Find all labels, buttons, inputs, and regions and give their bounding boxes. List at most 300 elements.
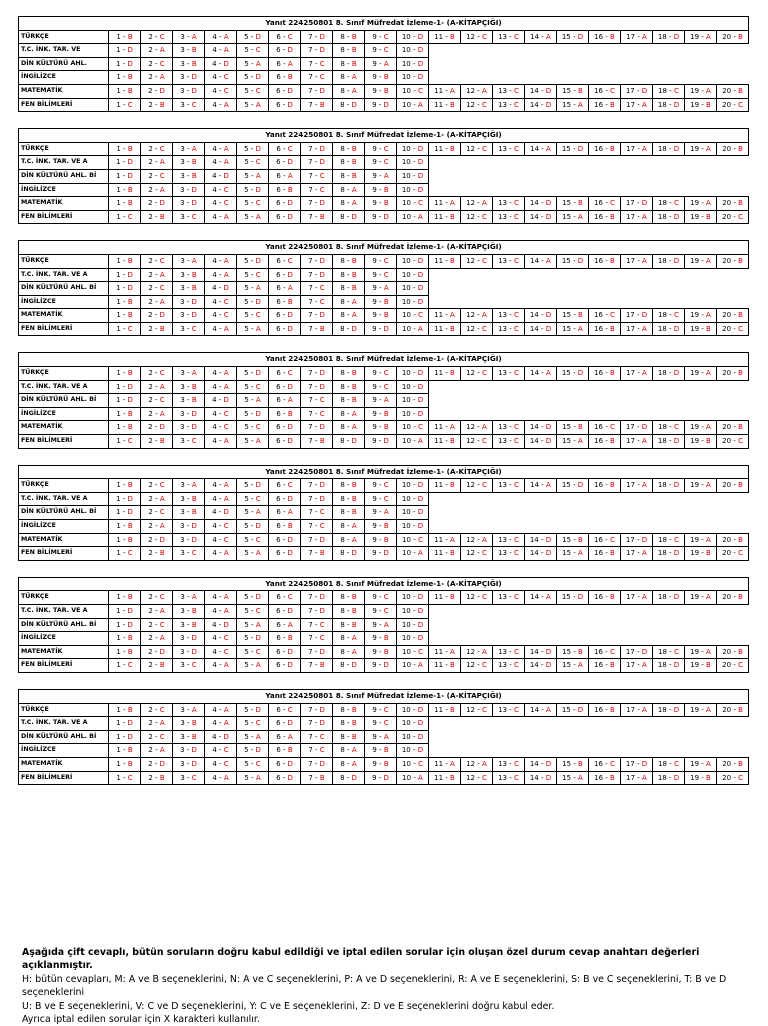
answer-letter: A: [578, 549, 583, 558]
answer-letter: A: [351, 746, 357, 755]
question-number: 1: [116, 620, 121, 629]
answer-letter: B: [610, 212, 615, 221]
answer-letter: D: [319, 759, 325, 768]
question-number: 9: [372, 73, 377, 82]
question-number: 11: [434, 423, 444, 432]
question-number: 10: [401, 481, 411, 490]
answer-letter: A: [255, 171, 261, 180]
question-number: 19: [690, 661, 700, 670]
question-number: 4: [212, 661, 217, 670]
answer-letter: B: [383, 311, 389, 320]
answer-letter: A: [159, 522, 165, 530]
answer-letter: C: [223, 311, 229, 320]
answer-cell: 9 - D: [365, 435, 397, 449]
question-number: 10: [401, 593, 411, 602]
empty-cell: [429, 156, 461, 170]
answer-cell: 19 - A: [685, 84, 717, 98]
answer-cell: 5 - C: [237, 84, 269, 98]
answer-cell: 17 - D: [621, 309, 653, 323]
subject-row: [19, 71, 749, 85]
answer-cell: 20 - C: [717, 435, 749, 449]
answer-letter: D: [287, 86, 293, 95]
empty-cell: [461, 380, 493, 394]
question-number: 1: [116, 634, 121, 643]
question-number: 7: [308, 158, 313, 167]
answer-cell: 11 - B: [429, 771, 461, 785]
answer-cell: 2 - B: [141, 98, 173, 112]
question-number: 8: [340, 409, 345, 418]
answer-cell: 4 - D: [205, 618, 237, 632]
answer-letter: A: [642, 661, 647, 670]
question-number: 15: [561, 256, 571, 265]
answer-cell: 10 - D: [397, 268, 429, 282]
answer-letter: C: [223, 634, 229, 643]
empty-cell: [461, 407, 493, 421]
subject-name: T.C. İNK. TAR. VE: [19, 44, 109, 58]
question-number: 12: [466, 369, 476, 378]
answer-letter: A: [223, 324, 229, 333]
empty-cell: [653, 156, 685, 170]
question-number: 19: [690, 535, 700, 544]
question-number: 19: [690, 481, 700, 490]
subject-row: [19, 309, 749, 323]
answer-cell: 8 - A: [333, 744, 365, 758]
answer-cell: 5 - D: [237, 71, 269, 85]
answer-cell: 17 - D: [621, 197, 653, 211]
answer-cell: 15 - A: [557, 98, 589, 112]
answer-cell: 9 - C: [365, 268, 397, 282]
question-number: 6: [276, 746, 281, 755]
question-number: 8: [340, 732, 345, 741]
answer-cell: 16 - B: [589, 703, 621, 717]
answer-cell: 18 - D: [653, 98, 685, 112]
answer-cell: 9 - C: [365, 717, 397, 731]
question-number: 7: [308, 369, 313, 378]
question-number: 10: [402, 324, 412, 333]
answer-cell: 6 - D: [269, 435, 301, 449]
question-number: 10: [401, 46, 411, 55]
answer-cell: 20 - C: [717, 659, 749, 673]
answer-cell: 5 - A: [237, 730, 269, 744]
answer-letter: D: [417, 297, 424, 306]
question-number: 7: [308, 732, 313, 741]
answer-cell: 7 - D: [301, 479, 333, 493]
answer-letter: D: [545, 199, 552, 208]
answer-letter: D: [417, 59, 424, 68]
answer-letter: B: [383, 535, 389, 544]
answer-cell: 6 - A: [269, 282, 301, 296]
answer-letter: B: [127, 256, 133, 265]
empty-cell: [525, 282, 557, 296]
subject-name: DİN KÜLTÜRÜ AHL. Bİ: [19, 394, 109, 408]
question-number: 1: [116, 46, 121, 55]
question-number: 14: [530, 256, 540, 265]
question-number: 9: [372, 59, 377, 68]
subject-row: [19, 98, 749, 112]
answer-cell: 8 - A: [333, 757, 365, 771]
answer-letter: D: [223, 59, 229, 68]
answer-cell: 4 - A: [205, 717, 237, 731]
answer-cell: 7 - C: [301, 407, 333, 421]
answer-cell: 15 - A: [557, 659, 589, 673]
answer-cell: 4 - C: [205, 421, 237, 435]
question-number: 3: [180, 593, 185, 602]
answer-cell: 7 - C: [301, 282, 333, 296]
question-number: 8: [340, 508, 345, 517]
subject-row: [19, 645, 749, 659]
answer-letter: B: [191, 270, 197, 279]
question-number: 5: [244, 199, 249, 208]
answer-cell: 3 - C: [173, 547, 205, 561]
answer-letter: A: [450, 423, 455, 432]
answer-letter: A: [223, 158, 229, 167]
answer-cell: 2 - D: [141, 533, 173, 547]
empty-cell: [653, 282, 685, 296]
answer-letter: D: [319, 144, 325, 153]
answer-letter: B: [287, 73, 293, 82]
question-number: 10: [402, 535, 412, 544]
answer-letter: A: [223, 256, 229, 265]
answer-letter: A: [578, 212, 583, 221]
question-number: 17: [625, 311, 635, 320]
answer-cell: 19 - A: [685, 367, 717, 381]
answer-letter: B: [287, 185, 293, 194]
answer-letter: B: [127, 144, 133, 153]
answer-cell: 12 - C: [461, 322, 493, 336]
question-number: 6: [276, 535, 281, 544]
question-number: 16: [594, 144, 604, 153]
answer-cell: 8 - B: [333, 604, 365, 618]
question-number: 4: [212, 396, 217, 405]
question-number: 12: [466, 481, 476, 490]
question-number: 9: [372, 732, 377, 741]
question-number: 2: [148, 256, 153, 265]
subject-name: İNGİLİZCE: [19, 71, 109, 85]
question-number: 6: [276, 158, 281, 167]
question-number: 5: [244, 212, 249, 221]
question-number: 19: [690, 705, 700, 714]
answer-cell: 9 - B: [365, 421, 397, 435]
empty-cell: [589, 380, 621, 394]
question-number: 7: [308, 634, 313, 643]
answer-letter: B: [450, 324, 455, 333]
question-number: 18: [657, 144, 667, 153]
subject-row: [19, 254, 749, 268]
question-number: 9: [372, 773, 377, 782]
question-number: 10: [402, 199, 412, 208]
answer-cell: 20 - B: [717, 591, 749, 605]
answer-cell: 18 - D: [653, 30, 685, 44]
empty-cell: [525, 744, 557, 758]
title-row: [19, 465, 749, 479]
empty-cell: [429, 492, 461, 506]
answer-letter: B: [319, 100, 325, 109]
answer-letter: A: [450, 86, 455, 95]
answer-cell: 5 - A: [237, 98, 269, 112]
answer-letter: A: [482, 759, 487, 768]
question-number: 6: [276, 324, 281, 333]
answer-cell: 9 - B: [365, 744, 397, 758]
question-number: 11: [434, 100, 444, 109]
question-number: 4: [212, 324, 217, 333]
question-number: 4: [212, 606, 217, 615]
answer-letter: A: [450, 535, 455, 544]
answer-letter: C: [223, 759, 229, 768]
answer-cell: 3 - B: [173, 604, 205, 618]
answer-cell: 7 - D: [301, 30, 333, 44]
answer-cell: 19 - A: [685, 197, 717, 211]
title-row: [19, 577, 749, 591]
answer-letter: D: [641, 647, 648, 656]
question-number: 5: [244, 256, 249, 265]
answer-cell: 1 - B: [109, 591, 141, 605]
answer-letter: C: [514, 535, 519, 544]
empty-cell: [429, 632, 461, 646]
answer-cell: 14 - D: [525, 659, 557, 673]
answer-cell: 3 - D: [173, 421, 205, 435]
empty-cell: [717, 380, 749, 394]
answer-letter: D: [577, 144, 584, 153]
answer-cell: 3 - B: [173, 156, 205, 170]
question-number: 6: [276, 423, 281, 432]
answer-letter: C: [319, 73, 325, 82]
subject-name: FEN BİLİMLERİ: [19, 659, 109, 673]
question-number: 1: [116, 199, 121, 208]
answer-letter: D: [255, 522, 261, 530]
answer-letter: C: [127, 324, 133, 333]
answer-cell: 12 - A: [461, 197, 493, 211]
empty-cell: [653, 57, 685, 71]
answer-key-table: [18, 240, 749, 336]
answer-cell: 4 - A: [205, 703, 237, 717]
answer-key-block: [18, 352, 748, 448]
answer-cell: 7 - B: [301, 771, 333, 785]
answer-cell: 8 - A: [333, 183, 365, 197]
question-number: 6: [276, 369, 281, 378]
answer-letter: C: [191, 661, 197, 670]
question-number: 8: [340, 606, 345, 615]
answer-letter: A: [191, 481, 197, 490]
answer-letter: C: [255, 606, 261, 615]
question-number: 7: [308, 297, 313, 306]
empty-cell: [589, 156, 621, 170]
answer-letter: C: [674, 423, 679, 432]
question-number: 14: [530, 481, 540, 490]
answer-letter: B: [738, 647, 743, 656]
answer-cell: 2 - B: [141, 322, 173, 336]
answer-letter: D: [641, 423, 648, 432]
answer-letter: D: [287, 759, 293, 768]
answer-cell: 19 - A: [685, 421, 717, 435]
question-number: 16: [594, 535, 604, 544]
answer-key-table: [18, 352, 749, 448]
answer-cell: 20 - B: [717, 254, 749, 268]
answer-letter: C: [287, 481, 293, 490]
answer-cell: 15 - B: [557, 197, 589, 211]
empty-cell: [493, 407, 525, 421]
empty-cell: [461, 744, 493, 758]
empty-cell: [621, 632, 653, 646]
answer-letter: D: [319, 32, 325, 41]
answer-letter: A: [482, 86, 487, 95]
answer-letter: C: [191, 324, 197, 333]
answer-letter: D: [287, 199, 293, 208]
empty-cell: [717, 506, 749, 520]
answer-letter: B: [191, 46, 197, 55]
empty-cell: [653, 44, 685, 58]
answer-cell: 5 - C: [237, 645, 269, 659]
answer-letter: C: [514, 369, 519, 378]
answer-cell: 11 - A: [429, 197, 461, 211]
question-number: 15: [562, 535, 572, 544]
answer-letter: D: [287, 158, 293, 167]
question-number: 19: [690, 437, 700, 446]
answer-letter: C: [383, 719, 389, 728]
answer-cell: 4 - A: [205, 367, 237, 381]
question-number: 7: [308, 759, 313, 768]
subject-row: [19, 57, 749, 71]
subject-name: İNGİLİZCE: [19, 520, 109, 534]
answer-cell: 12 - C: [461, 142, 493, 156]
empty-cell: [557, 183, 589, 197]
answer-cell: 9 - B: [365, 757, 397, 771]
answer-cell: 3 - A: [173, 254, 205, 268]
question-number: 19: [690, 199, 700, 208]
answer-letter: D: [673, 705, 680, 714]
subject-row: [19, 169, 749, 183]
answer-letter: D: [673, 212, 680, 221]
answer-letter: C: [191, 773, 197, 782]
answer-letter: A: [351, 759, 357, 768]
empty-cell: [621, 71, 653, 85]
answer-cell: 19 - A: [685, 757, 717, 771]
question-number: 18: [658, 199, 668, 208]
answer-letter: D: [127, 284, 133, 293]
answer-cell: 20 - B: [717, 421, 749, 435]
answer-cell: 20 - B: [717, 142, 749, 156]
answer-letter: C: [319, 171, 325, 180]
answer-letter: A: [351, 634, 357, 643]
empty-cell: [461, 57, 493, 71]
empty-cell: [589, 282, 621, 296]
answer-letter: C: [319, 522, 325, 530]
answer-letter: B: [450, 369, 455, 378]
answer-letter: A: [287, 620, 293, 629]
answer-letter: D: [127, 46, 133, 55]
subject-row: [19, 744, 749, 758]
question-number: 15: [562, 324, 572, 333]
question-number: 5: [244, 46, 249, 55]
answer-cell: 10 - C: [397, 645, 429, 659]
answer-letter: D: [319, 369, 325, 378]
question-number: 5: [244, 647, 249, 656]
question-number: 15: [561, 369, 571, 378]
question-number: 10: [401, 59, 411, 68]
answer-letter: D: [673, 549, 680, 558]
question-number: 12: [466, 311, 476, 320]
answer-letter: C: [319, 396, 325, 405]
question-number: 6: [276, 549, 281, 558]
empty-cell: [557, 268, 589, 282]
answer-letter: B: [319, 773, 325, 782]
question-number: 9: [372, 647, 377, 656]
answer-cell: 3 - B: [173, 394, 205, 408]
answer-cell: 6 - A: [269, 394, 301, 408]
question-number: 17: [626, 144, 636, 153]
question-number: 20: [722, 86, 732, 95]
question-number: 8: [340, 396, 345, 405]
answer-cell: 3 - B: [173, 57, 205, 71]
answer-letter: B: [159, 100, 165, 109]
answer-cell: 12 - C: [461, 703, 493, 717]
question-number: 18: [657, 369, 667, 378]
question-number: 18: [657, 661, 667, 670]
answer-letter: D: [127, 171, 133, 180]
answer-letter: A: [642, 144, 647, 153]
answer-letter: C: [674, 759, 679, 768]
answer-letter: B: [738, 759, 743, 768]
answer-letter: D: [319, 647, 325, 656]
answer-cell: 9 - A: [365, 618, 397, 632]
question-number: 7: [308, 284, 313, 293]
question-number: 5: [244, 382, 249, 391]
answer-letter: C: [383, 270, 389, 279]
answer-letter: D: [191, 311, 197, 320]
answer-letter: A: [578, 661, 583, 670]
answer-cell: 1 - C: [109, 435, 141, 449]
question-number: 10: [401, 73, 411, 82]
question-number: 15: [562, 549, 572, 558]
question-number: 18: [658, 647, 668, 656]
question-number: 7: [308, 171, 313, 180]
subject-name: MATEMATİK: [19, 645, 109, 659]
question-number: 2: [148, 46, 153, 55]
answer-letter: D: [545, 86, 552, 95]
subject-row: [19, 492, 749, 506]
answer-letter: A: [191, 256, 197, 265]
question-number: 2: [148, 32, 153, 41]
answer-cell: 4 - D: [205, 394, 237, 408]
block-title: Yanıt 224250801 8. Sınıf Müfredat İzleme-1- (A-KİTAPÇIĞI): [19, 577, 749, 591]
subject-row: [19, 547, 749, 561]
question-number: 10: [401, 746, 411, 755]
answer-letter: C: [383, 46, 389, 55]
answer-letter: B: [351, 284, 357, 293]
question-number: 17: [626, 32, 636, 41]
answer-letter: D: [287, 719, 293, 728]
answer-cell: 11 - A: [429, 84, 461, 98]
question-number: 11: [434, 759, 444, 768]
answer-cell: 13 - C: [493, 254, 525, 268]
answer-letter: B: [738, 32, 743, 41]
answer-cell: 5 - C: [237, 309, 269, 323]
answer-cell: 2 - A: [141, 268, 173, 282]
question-number: 3: [180, 270, 185, 279]
answer-letter: B: [450, 32, 455, 41]
answer-key-blocks: [18, 16, 748, 801]
answer-letter: D: [191, 73, 197, 82]
answer-letter: C: [482, 773, 487, 782]
subject-name: TÜRKÇE: [19, 142, 109, 156]
question-number: 4: [212, 158, 217, 167]
empty-cell: [461, 44, 493, 58]
answer-letter: C: [514, 144, 519, 153]
empty-cell: [429, 730, 461, 744]
answer-cell: 3 - B: [173, 169, 205, 183]
question-number: 15: [561, 481, 571, 490]
answer-letter: C: [482, 549, 487, 558]
answer-letter: C: [674, 311, 679, 320]
